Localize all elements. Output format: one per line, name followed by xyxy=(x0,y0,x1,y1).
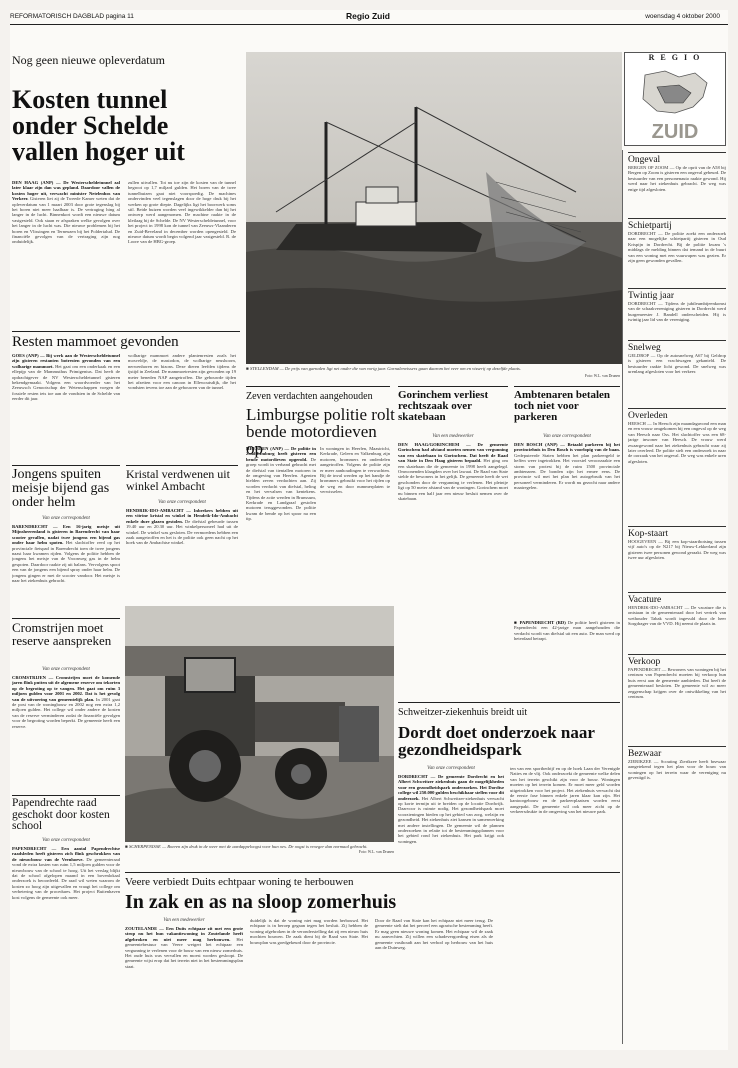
jongens-byline: Van onze correspondent xyxy=(42,516,90,521)
gorinchem-byline: Van een medewerker xyxy=(432,434,474,439)
divider xyxy=(398,386,508,387)
jongens-headline: Jongens spuiten meisje bijend gas onder helm xyxy=(12,467,110,510)
jongens-lead: BARENDRECHT — Een 16-jarig meisje uit Mijnsheerenland is gisteren in Barendrecht van haar scooter gevallen, nadat twee jongens een bijend gas onder haar helm spoten. xyxy=(12,524,120,546)
ambtenaren-byline: Van onze correspondent xyxy=(543,434,591,439)
brief-head: PAPENDRECHT (RD) xyxy=(519,620,566,625)
kristal-byline: Van onze correspondent xyxy=(158,500,206,505)
bullet-icon: ■ xyxy=(246,366,250,371)
veere-body-col3: Door de Raad van State kan het echtpaar niet meer terug. De gemeente stelt dat het perceel een agrarische bestemming heeft. Er mag geen nieuwe woning komen. Het echtpaar wil de zaak nu aanvechten. Zij willen een schadevergoeding eisen als de gemeente vasthoudt aan het verbod op herbouw van het huis aan de Duinweg. xyxy=(375,918,493,951)
brief-text: HENDRIK-IDO-AMBACHT — De vacature die is ontstaan in de gemeenteraad door het vertrek van wethouder Tabak wordt ingevuld door de heer Sorgdrager van de VVD. Hij neemt de plaats in. xyxy=(628,605,726,627)
dordt-text: Het Albert Schweitzer-ziekenhuis verwacht op korte termijn uit te breiden op de locatie Dordwijk. Daarvoor is ruimte nodig. Het gezondheidspark moet voorzieningen bieden op het gebied van zorg, welzijn en gezondheid. Het ziekenhuis ziet kansen in samenwerking met andere instellingen. De gemeente wil de plannen onderzoeken in relatie tot de bestemmingsplannen voor het gebied rond het ziekenhuis. Het park krijgt ook woningen. xyxy=(398,795,504,844)
brief-text: DORDRECHT — De politie zoekt een onderzoek naar een mogelijke schietpartij gisteren in Oud Krispijn in Dordrecht. Bij de politie kwam 's middags de melding binnen dat iemand in de buurt van een woning met een vuurwapen was gezien. Er zijn geen gewonden gevallen. xyxy=(628,231,726,264)
page-header xyxy=(10,10,728,24)
cromstrijen-body xyxy=(12,675,120,791)
brief-rule xyxy=(628,526,726,527)
bullet-icon: ■ xyxy=(514,620,520,625)
brief-headline: Twintig jaar xyxy=(628,291,675,301)
brief-item xyxy=(628,408,726,526)
dordt-kicker: Schweitzer-ziekenhuis breidt uit xyxy=(398,707,528,718)
gorinchem-lead: DEN HAAG/GORINCHEM — De gemeente Gorinchem had afstand moeten nemen van vergunning van een skatebaan in Gorinchem. Dat heeft de Raad van State in Den Haag gisteren bepaald. xyxy=(398,442,508,464)
tunnel-kicker: Nog geen nieuwe opleverdatum xyxy=(12,53,165,67)
brief-item xyxy=(628,288,726,340)
brief-text: ZIERIKZEE — Scouting Zierikzee heeft bezwaar aangetekend tegen het plan voor de bouw van woningen op het terrein waar de vereniging nu gevestigd is. xyxy=(628,759,726,781)
mammoet-text: Het gaat om een onderkaak en een ellepijp van de Mammuthus Primigenius. Dat heeft de opdrachtgever de NV Westerscheldetunnel gisteren bekendgemaakt. Volgens een woordvoerder van het Zeeuwsch Genootschap der Wetenschappen voegen de fossiele resten iets toe aan de vondsten in de Schelde van eerder dit jaar. xyxy=(12,363,120,402)
brief-headline: Overleden xyxy=(628,411,668,421)
kristal-body xyxy=(126,508,238,602)
brief-rule xyxy=(628,592,726,593)
newspaper-page xyxy=(10,10,728,1050)
brief-headline: Verkoop xyxy=(628,657,661,667)
mammoet-lead: GOES (ANP) — Bij werk aan de Westerscheldetunnel zijn gisteren restanten botresten gevonden van een wolharige mammoet. xyxy=(12,353,120,369)
veere-body-col1 xyxy=(125,926,243,1046)
brief-item xyxy=(628,152,726,218)
ambtenaren-body xyxy=(514,442,620,590)
brief-item xyxy=(628,340,726,408)
papendrecht-lead: PAPENDRECHT — Een aantal Papendrechtse raadsleden heeft gisteren zich flink geschrokken van de nieuwbouw van de Veenhoeve. xyxy=(12,846,120,862)
brief-headline: Vacature xyxy=(628,595,662,605)
map-icon xyxy=(635,67,715,119)
gorinchem-body xyxy=(398,442,508,610)
brief-item xyxy=(628,592,726,654)
papendrecht-text: De gemeenteraad vond de extra kosten van ruim 1,5 miljoen gulden voor de nieuwbouw van de school te hoog. Uit het verslag blijkt dat de school afgelopen maand in een bovenlokaal onderzoek is beoordeeld. De raad wil weten waarom de kosten zo hoog zijn uitgevallen en vraagt het college om verbetering van de procedures. Het project Buitenhaven kost volgens de gemeente ook meer. xyxy=(12,856,120,900)
gorinchem-text: Het ging om een skatebaan die de gemeente in 1998 heeft aangelegd. Omwonenden klaagden over het lawaai. De Raad van State stelde de bewoners in het gelijk. De gemeente heeft de wet geschonden door de vergunning te verlenen. Het pleintje ligt op 50 meter afstand van de woningen. Gorinchem moet nu binnen een half jaar een nieuw besluit nemen over de skatebaan. xyxy=(398,458,508,502)
brief-text: BERGEN OP ZOOM — Op de oprit van de A58 bij Bergen op Zoom is gisteren een ongeval gebeurd. De bestuurder van een personenauto raakte gewond. Hij werd naar het ziekenhuis gebracht. De weg was enige tijd afgesloten. xyxy=(628,165,726,192)
photo1-caption-text: STELLENDAM — De prijs van garnalen ligt net onder die van vorig jaar. Garnalenvissers gaan daarom het veer om en visserij op dezelfde plaats. xyxy=(249,366,521,371)
brief-rule xyxy=(628,152,726,153)
divider xyxy=(12,465,120,466)
photo1-credit: Foto: W.L. van Drunen xyxy=(584,374,620,378)
limburg-kicker: Zeven verdachten aangehouden xyxy=(246,391,373,402)
bullet-icon: ■ xyxy=(125,844,129,849)
divider xyxy=(12,795,120,796)
photo2-credit: Foto: W.L. van Drunen xyxy=(358,850,394,854)
brief-text: HOOGEVEEN — Bij een kop-staartbotsing tussen vijf auto's op de N217 bij Nieuw-Lekkerland zijn gisteren twee personen gewond geraakt. De weg was twee uur afgesloten. xyxy=(628,539,726,561)
tunnel-body-col1 xyxy=(12,180,120,318)
gorinchem-headline: Gorinchem verliest rechtszaak over skatebaan xyxy=(398,389,489,423)
divider xyxy=(126,465,238,466)
logo-bottom-text: ZUID xyxy=(651,121,699,143)
tractor-photo xyxy=(125,606,394,842)
brief-headline: Bezwaar xyxy=(628,749,662,759)
tunnel-body-col2: zullen uitvallen. Tot nu toe zijn de kosten van de tunnel begroot op 1,7 miljard gulden. Het boren van de twee tunnelbuizen gaat niet voorspoedig. De machines ondervinden veel tegenslagen door de hoge druk bij het werken op grote diepte. Dagelijks ligt het boorwerk soms stil. Beide buizen worden veel ingewikkelder dan bij het ontwerp werd aangenomen. De machine raakte in de kleilaag bij de Schelde. De NV Westerscheldetunnel, voor het project in 1998 kon de tunnel van Zeeuws-Vlaanderen en Zuid-Beveland in december worden opengesteld. De nieuwe datum wordt begin volgend jaar vastgesteld. R. de Loore van de HBG-groep. xyxy=(128,180,236,245)
paper-name: REFORMATORISCH DAGBLAD pagina 11 xyxy=(10,13,134,20)
photo2-caption xyxy=(125,844,375,849)
divider xyxy=(514,386,620,387)
sidebar-rule xyxy=(622,150,623,1044)
kristal-text: De diefstal gebeurde tussen 19.40 uur en 20.30 uur. Het winkelpersoneel had uit de winkel. De winkel was gesloten. De vermoedens hebben een zaak aangetroffen en het is de politie ook geen nacht op het hoek van de Ambachtse winkel. xyxy=(126,518,238,546)
photo1-caption xyxy=(246,366,596,371)
ambtenaren-text: Gedeputeerde Staten hebben het plan parkeergeld te heffen weer ingetrokken. Het voorstel veroorzaakte een storm van protest bij de ruim 1500 provinciale ambtenaren. De bonden zijn het ermee eens. De provincie wil met het plan het autogebruik van het personeel verminderen. Er wordt nu gezocht naar andere maatregelen. xyxy=(514,452,620,491)
cromstrijen-byline: Van onze correspondent xyxy=(42,667,90,672)
limburg-body-col2: In woningen in Heerlen, Maastricht, Kerkrade, Geleen en Valkenburg zijn motoren, brommers en onderdelen aangetroffen. Volgens de politie zijn er meer aanhoudingen te verwachten. Bij de inval werden op het handje de brommers gebruikt voor het rijden op de weg en door nummerplaten te verwisselen. xyxy=(320,446,390,495)
brief-text: PAPENDRECHT — Bewoners van woningen bij het centrum van Papendrecht moeten bij verkoop hun huis eerst aan de gemeente aanbieden. Dat heeft de gemeenteraad besloten. De gemeente wil zo meer zeggenschap krijgen over de ontwikkeling van het centrum. xyxy=(628,667,726,700)
brief-headline: Kop-staart xyxy=(628,529,669,539)
brief-headline: Snelweg xyxy=(628,343,661,353)
brief-headline: Schietpartij xyxy=(628,221,672,231)
brief-rule xyxy=(628,218,726,219)
limburg-body-col1 xyxy=(246,446,316,596)
veere-byline: Van een medewerker xyxy=(163,918,205,923)
kristal-headline: Kristal verdwenen uit winkel Ambacht xyxy=(126,467,230,493)
brief-headline: Ongeval xyxy=(628,155,661,165)
mammoet-body-col1 xyxy=(12,353,120,461)
jongens-body xyxy=(12,524,120,614)
brief-item xyxy=(628,218,726,288)
divider xyxy=(246,386,390,387)
papendrecht-headline: Papendrechte raad geschokt door kosten school xyxy=(12,797,110,832)
brief-text: DORDRECHT — Tijdens de jubileumbijeenkomst van de schaakvereniging gisteren in Dordrecht werd burgemeester J. Bandell onderscheiden. Hij is twintig jaar lid van de vereniging. xyxy=(628,301,726,323)
brief-rule xyxy=(628,340,726,341)
dordt-headline: Dordt doet onderzoek naar gezondheidspark xyxy=(398,723,595,759)
tunnel-text-1: Gisteren liet zij de Tweede Kamer weten dat de opleverdatum van 1 maart 2003 door grote tegenslag bij het boren niet meer haalbaar is. De vertraging hing al langer in de lucht. Binnenkort wordt een nieuwe datum vastgesteld. Ook staan er afspraken welke gevolgen over het langer in de lucht was. Die nieuwe problemen bij het boren en Vlissingen en Terneuzen bij het Poldertalud. De financiële gevolgen van de vertraging zijn nog onduidelijk. xyxy=(12,196,120,245)
divider xyxy=(12,618,120,619)
divider xyxy=(125,872,620,873)
veere-headline: In zak en as na sloop zomerhuis xyxy=(125,891,397,913)
jongens-text: Het slachtoffer reed op het provinciale fietspad in Barendrecht toen de twee jongens naast haar kwamen rijden. Volgens de politie hebben de jongens het meisje van de Vroonweg gas in de helm gespoten. Daardoor raakte zij uit balans. Vervolgens spoot een van de jongens een bijend spray onder haar helm. De jongens gingen er met de scooter vandoor. Het meisje is naar het ziekenhuis gebracht. xyxy=(12,540,120,584)
brief-rule xyxy=(628,408,726,409)
mammoet-headline: Resten mammoet gevonden xyxy=(12,334,179,350)
limburg-text: De groep wordt in verband gebracht met de diefstal van tientallen motoren in de omgeving van Heerlen. Agenten hielden zeven verdachten aan. Zij worden verdacht van diefstal, heling en het vervalsen van kentekens. Tijdens de actie werden in Brunssum, Kerkrade en Landgraaf gestolen motoren teruggevonden. De politie kwam de bende op het spoor na een tip. xyxy=(246,456,316,522)
limburg-lead: HEERLEN (ANP) — De politie in Zuid-Limburg heeft gisteren een bende motordieven opgerold. xyxy=(246,446,316,462)
mammoet-body-col2: wolharige mammoet andere plantenresten zoals het mosveldje, de mastodon, de wolharige neushoorn, nerwenhoren en bizons. Deze dieren leefden tijdens de ijstijd in Zeeland. De mammoetresten zijn gevonden op 19 meter beneden NAP aangetroffen. Die gebouwde tijden het afzetten voor een canoon in Ellewoutsdijk, die het vondsten tevens toe aan de gebouwen van de tunnel. xyxy=(128,353,236,391)
dordt-body-col1 xyxy=(398,774,504,872)
brief-item xyxy=(628,654,726,746)
kristal-lead: HENDRIK-IDO-AMBACHT — Inbrekers hebben uit een vitrine kristal en winkel in Hendrik-Ido-Ambacht enkele dure glazen gestolen. xyxy=(126,508,238,524)
page-date: woensdag 4 oktober 2000 xyxy=(645,13,720,20)
header-rule xyxy=(10,24,728,25)
logo-top-text: R E G I O xyxy=(648,53,702,62)
dordt-body-col2: ten van een sportbedrijf en op de hoek Laan der Verenigde Naties en de vlij. Ook onderzoekt de gemeente welke delen van het terrein geschikt zijn voor de bouw. Woningen moeten op het terrein komen. Er moet meer geld worden uitgetrokken voor het project. Het ziekenhuis verwacht dat de eerste fase binnen enkele jaren klaar kan zijn. Het kantoorgebouw en de parkeerplaatsen worden eerst aangepakt. De gemeente wil ook meer zicht op de verkeersdrukte in de omgeving van het nieuwe park. xyxy=(510,766,620,815)
brief-item xyxy=(628,746,726,808)
dordt-byline: Van onze correspondent xyxy=(427,766,475,771)
brief-text: HEESCH — In Heesch zijn maandagavond een man en een vrouw omgekomen bij een ongeval op de weg van Heesch naar Oss. Het slachtoffer was een 68-jarige inwoner van Heesch. De vrouw werd zwaargewond naar het ziekenhuis gebracht waar zij later overleed. De politie stelt een onderzoek in naar de oorzaak van het ongeval. De weg was enkele uren afgesloten. xyxy=(628,421,726,464)
veere-body-col2: duidelijk is dat de woning niet mag worden herbouwd. Het echtpaar is in beroep gegaan tegen het besluit. Zij hebben de woning afgebroken in de veronderstelling dat zij een nieuw huis mochten bouwen. De zaak dient bij de Raad van State. Het bouwplan was goedgekeurd door de provincie. xyxy=(250,918,368,945)
brief-rule xyxy=(628,746,726,747)
brief-rule xyxy=(628,654,726,655)
limburg-headline: Limburgse politie rolt bende motordieven op xyxy=(246,405,395,458)
brief-item xyxy=(628,526,726,592)
cromstrijen-lead: CROMSTRIJEN — Cromstrijen moet de komende jaren flink putten uit de algemene reserve om tekorten op de begroting op te vangen. Het gaat om ruim 3 miljoen gulden voor 2001 en 2002. Dat is het gevolg van de uitvoering van gemeentelijk plan. xyxy=(12,675,120,702)
brief-text: GELDROP — Op de autosnelweg A67 bij Geldrop is gisteren een vrachtwagen gekanteld. De bestuurder raakte licht gewond. De snelweg was urenlang afgesloten voor het verkeer. xyxy=(628,353,726,375)
shrimp-boat-photo xyxy=(246,52,622,364)
photo2-caption-text: SCHERPENISSE — Boeren zijn druk in de weer met de aardappeloogst voor hun oes. De oogst is vroeger dan normaal gebracht. xyxy=(128,844,368,849)
veere-lead: ZOUTELANDE — Een Duits echtpaar zit met een grote strop nu het hun vakantiewoning in Zoutelande heeft afgebroken en niet meer mag herbouwen. xyxy=(125,926,243,942)
ambtenaren-lead: DEN BOSCH (ANP) — Betaald parkeren bij het provinciehuis in Den Bosch is voorlopig van de baan. xyxy=(514,442,620,453)
section-title: Regio Zuid xyxy=(346,11,390,21)
ambtenaren-brief xyxy=(514,620,620,692)
veere-kicker: Veere verbiedt Duits echtpaar woning te herbouwen xyxy=(125,876,354,888)
ambtenaren-headline: Ambtenaren betalen toch niet voor parkeren xyxy=(514,389,611,423)
tunnel-lead: DEN HAAG (ANP) — De Westerscheldetunnel zal later klaar zijn dan was gepland. Daardoor vallen de kosten hoger uit, verwacht minister Netelenbos van Verkeer. xyxy=(12,180,120,202)
veere-text: Het gemeentebestuur van Veere weigert het echtpaar een vergunning te verlenen voor de bouw van een nieuw zomerhuis. Het oude huis was vervallen en moest worden gesloopt. De gemeente wijst erop dat het terrein niet in het bestemmingsplan staat. xyxy=(125,936,243,969)
papendrecht-body xyxy=(12,846,120,1042)
brief-text: De politie heeft gisteren in Papendrecht een 42-jarige man aangehouden die verdacht wordt van diefstal uit een auto. De man werd op heterdaad betrapt. xyxy=(514,620,620,642)
dordt-lead: DORDRECHT — De gemeente Dordrecht en het Albert Schweitzer ziekenhuis gaan de mogelijkheden voor een gezondheidspark onderzoeken. Het Dordtse college wil 250.000 gulden beschikbaar stellen voor dit onderzoek. xyxy=(398,774,504,801)
papendrecht-byline: Van onze correspondent xyxy=(42,838,90,843)
news-briefs-sidebar xyxy=(628,152,726,1044)
brief-rule xyxy=(628,288,726,289)
regio-logo xyxy=(624,52,726,146)
divider xyxy=(12,331,240,332)
cromstrijen-text: In 2001 gaat de post van de woningbouw en 2002 nog een extra 1,2 miljoen gulden. Het college wil onder andere de kosten van de reserve verminderen zodat de financiële gevolgen voor de begroting worden beperkt. De gemeente heeft een reserve. xyxy=(12,696,120,729)
tunnel-headline: Kosten tunnel onder Schelde vallen hoger uit xyxy=(12,85,185,166)
cromstrijen-headline: Cromstrijen moet reserve aanspreken xyxy=(12,620,112,648)
divider xyxy=(398,702,620,703)
